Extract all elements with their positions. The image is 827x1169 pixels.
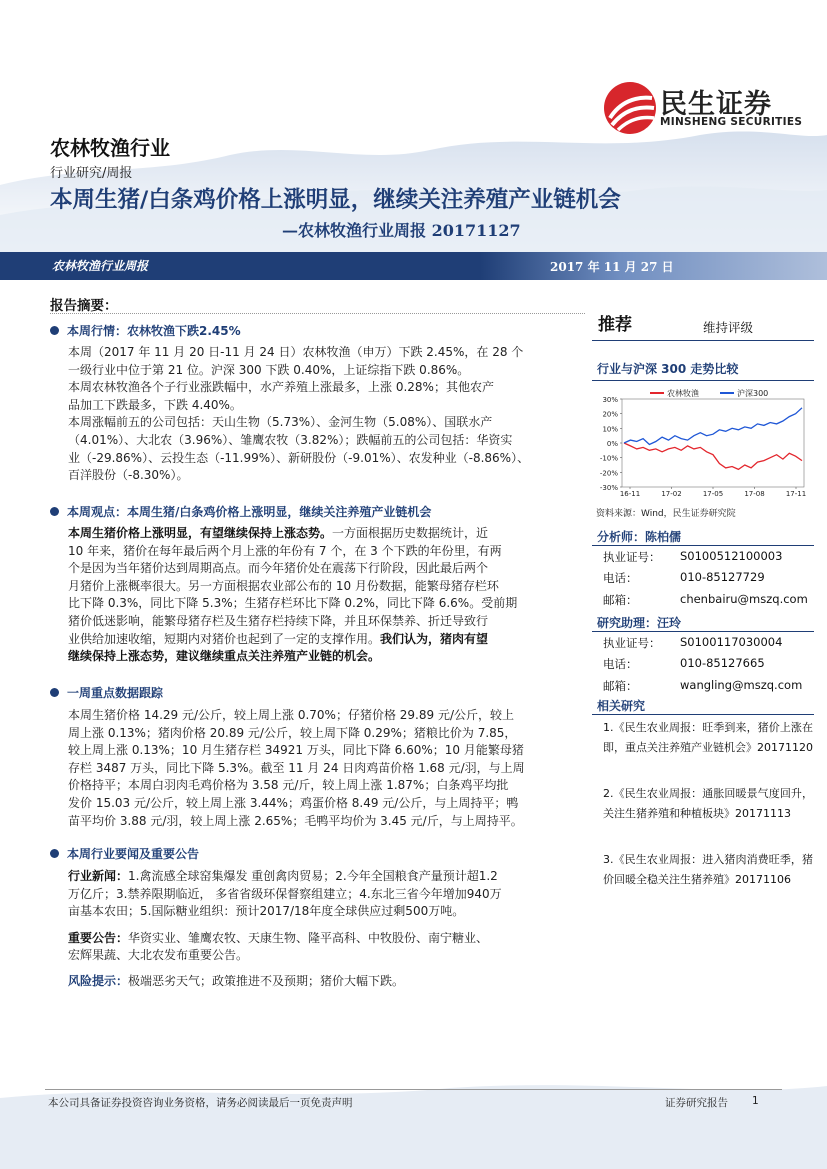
x-tick-label: 16-11 (619, 490, 641, 498)
text-line (68, 648, 583, 666)
risk-text: 极端恶劣天气；政策推进不及预期；猪价大幅下跌。 (128, 973, 405, 988)
report-title: 本周生猪/白条鸡价格上涨明显，继续关注养殖产业链机会 (50, 187, 621, 213)
related-divider (592, 714, 814, 715)
section-view-body (68, 525, 583, 666)
text-line: 亩基本农田；5.国际糖业组织：预计2017/18年度全球供应过剩500万吨。 (68, 904, 465, 919)
assistant-heading: 研究助理：汪玲 (597, 616, 682, 630)
risk-label: 风险提示： (68, 973, 129, 988)
rating: 维持评级 (703, 320, 754, 335)
text-line (68, 525, 583, 543)
y-tick-label: 20% (602, 410, 618, 419)
view-conclusion-bold-2: 继续保持上涨态势，建议继续重点关注养殖产业链的机会。 (68, 649, 381, 664)
y-tick-label: 0% (606, 440, 618, 448)
assistant-email-label: 邮箱： (603, 679, 638, 693)
industry-name: 农林牧渔行业 (50, 136, 170, 160)
text-line: 猪价低迷影响，能繁母猪存栏及生猪存栏持续下降，并且环保禁养、折迁导致行 (68, 613, 489, 628)
bullet-icon (50, 326, 59, 335)
x-tick-label: 17-02 (661, 490, 682, 498)
analyst-phone-label: 电话： (603, 571, 638, 585)
footer-mountain-background (0, 1078, 827, 1169)
notice-label: 重要公告： (68, 930, 129, 945)
related-item[interactable]: 2.《民生农业周报：通胀回暖景气度回升，关注生猪养殖和种植板块》20171113 (603, 787, 813, 820)
text-line (68, 868, 583, 886)
chart-series (624, 408, 802, 470)
bullet-icon (50, 507, 59, 516)
text-line: 品加工下跌最多，下跌 4.40%。 (68, 397, 242, 412)
page-number: 1 (752, 1095, 759, 1107)
y-tick-label: -30% (599, 484, 618, 492)
news-line: 1.禽流感全球窑集爆发 重创禽肉贸易；2.今年全国粮食产量预计超1.2 (128, 869, 498, 883)
view-lead-rest: 一方面根据历史数据统计，近 (332, 526, 489, 540)
x-tick-label: 17-08 (744, 490, 765, 498)
text-line: 一级行业中位于第 21 位。沪深 300 下跌 0.40%，上证综指下跌 0.86%。 (68, 362, 470, 377)
text-line: 宏辉果蔬、大北农发布重要公告。 (68, 948, 249, 963)
assistant-divider (592, 631, 814, 632)
text-line: 比下降 0.3%，同比下降 5.3%；生猪存栏环比下降 0.2%，同比下降 6.6%。受前期 (68, 596, 518, 611)
text-line: 发价 15.03 元/公斤，较上周上涨 3.44%；鸡蛋价格 8.49 元/公斤，与上周持平；鸭 (68, 795, 519, 810)
section-data-body (68, 707, 583, 830)
text-line: 月猪价上涨概率很大。另一方面根据农业部公布的 10 月份数据，能繁母猪存栏环 (68, 578, 499, 593)
text-line: 本周（2017 年 11 月 20 日-11 月 24 日）农林牧渔（申万）下跌 2.45%，在 28 个 (68, 345, 524, 359)
notice-line: 华资实业、雏鹰农牧、天康生物、隆平高科、中牧股份、南宁糖业、 (128, 930, 489, 945)
section-data-title: 一周重点数据跟踪 (67, 686, 164, 700)
report-subtitle: —农林牧渔行业周报 20171127 (282, 221, 521, 240)
assistant-id-label: 执业证号： (603, 636, 661, 650)
chart-title-divider (592, 380, 814, 381)
related-item[interactable]: 1.《民生农业周报：旺季到来，猪价上涨在即，重点关注养殖产业链机会》20171120 (603, 721, 813, 754)
brand-name-cn: 民生证券 (660, 89, 772, 120)
series-line-1 (624, 408, 802, 445)
text-line: 周上涨 0.13%；猪肉价格 20.89 元/公斤，较上周下降 0.29%；猪粮比价为 7.85， (68, 725, 517, 740)
spacer (68, 965, 583, 973)
footer-doc-type: 证券研究报告 (665, 1097, 728, 1109)
y-tick-label: -10% (599, 454, 618, 463)
text-line: （4.01%）、大北农（3.96%）、雏鹰农牧（3.82%）；跌幅前五的公司包括：华资实 (68, 432, 513, 447)
text-line: 较上周上涨 0.13%；10 月生猪存栏 34921 万头，同比下降 6.60%；10 月能繁母猪 (68, 743, 524, 758)
y-tick-label: 10% (602, 425, 618, 434)
assistant-email[interactable]: wangling@mszq.com (680, 678, 803, 692)
x-tick-label: 17-11 (785, 490, 807, 498)
footer-divider (45, 1089, 782, 1090)
section-market-heading (50, 322, 241, 339)
legend-label-0: 农林牧渔 (667, 389, 699, 398)
chart-frame (622, 399, 804, 487)
section-view-heading (50, 503, 431, 520)
analyst-id: S0100512100003 (680, 549, 783, 563)
footer-disclaimer: 本公司具备证券投资咨询业务资格，请务必阅读最后一页免责声明 (48, 1097, 353, 1109)
analyst-heading: 分析师：陈柏儒 (597, 530, 682, 544)
analyst-id-label: 执业证号： (603, 550, 661, 564)
bullet-icon (50, 849, 59, 858)
legend-label-1: 沪深300 (737, 389, 769, 398)
assistant-id: S0100117030004 (680, 635, 783, 649)
y-tick-label: -20% (599, 469, 618, 478)
text-line: 万亿斤；3.禁养限期临近， 多省省级环保督察组建立；4.东北三省今年增加940万 (68, 886, 502, 901)
related-heading: 相关研究 (597, 699, 646, 713)
text-line (68, 631, 583, 649)
text-line: 存栏 3487 万头，同比下降 5.3%。截至 11 月 24 日肉鸡苗价格 1.68 元/羽，与上周 (68, 760, 525, 775)
section-news-title: 本周行业要闻及重要公告 (67, 847, 200, 861)
related-item[interactable]: 3.《民生农业周报：进入猪肉消费旺季，猪价回暖全稳关注生猪养殖》20171106 (603, 853, 813, 886)
performance-chart (592, 385, 814, 505)
analyst-phone: 010-85127729 (680, 570, 765, 584)
chart-axes (600, 396, 806, 498)
report-date: 2017 年 11 月 27 日 (550, 260, 674, 274)
recommendation: 推荐 (598, 315, 632, 335)
report-type: 行业研究/周报 (50, 166, 133, 181)
analyst-divider (592, 545, 814, 546)
text-line (68, 930, 583, 948)
series-line-0 (624, 443, 802, 469)
spacer (68, 921, 583, 930)
text-line: 10 年来，猪价在每年最后两个月上涨的年份有 7 个，在 3 个下跌的年份里，有两 (68, 543, 502, 558)
chart-title: 行业与沪深 300 走势比较 (597, 362, 739, 376)
text-line: 苗平均价 3.88 元/羽，较上周上涨 2.65%；毛鸭平均价为 3.45 元/斤，与上周持平。 (68, 813, 523, 828)
y-tick-label: 30% (602, 396, 618, 404)
x-tick-label: 17-05 (702, 490, 724, 498)
header-bar-label: 农林牧渔行业周报 (52, 259, 149, 273)
section-data-heading (50, 684, 163, 701)
view-lead-bold: 本周生猪价格上涨明显，有望继续保持上涨态势。 (68, 526, 333, 540)
analyst-email-label: 邮箱： (603, 593, 638, 607)
summary-heading: 报告摘要： (50, 298, 118, 314)
assistant-phone: 010-85127665 (680, 656, 765, 670)
text-line: 个是因为当年猪价达到周期高点。而今年猪价处在震荡下行阶段，因此最后两个 (68, 561, 489, 576)
summary-divider (50, 313, 585, 314)
view-line: 业供给加速收缩，短期内对猪价也起到了一定的支撑作用。 (68, 631, 381, 646)
text-line: 价格持平；本周白羽肉毛鸡价格为 3.58 元/斤，较上周上涨 1.87%；白条鸡平均批 (68, 778, 509, 793)
text-line: 本周农林牧渔各个子行业涨跌幅中，水产养殖上涨最多，上涨 0.28%；其他农产 (68, 380, 494, 395)
section-news-body (68, 868, 583, 991)
view-conclusion-bold: 我们认为，猪肉有望 (380, 631, 489, 646)
section-view-title: 本周观点：本周生猪/白条鸡价格上涨明显，继续关注养殖产业链机会 (67, 505, 432, 519)
assistant-phone-label: 电话： (603, 657, 638, 671)
text-line: 本周涨幅前五的公司包括：天山生物（5.73%）、金河生物（5.08%）、国联水产 (68, 415, 493, 430)
rec-divider (592, 340, 814, 341)
section-news-heading (50, 845, 199, 862)
text-line: 业（-29.86%）、云投生态（-11.99%）、新研股份（-9.01%）、农发种业（-8.86%）、 (68, 450, 530, 465)
text-line: 本周生猪价格 14.29 元/公斤，较上周上涨 0.70%；仔猪价格 29.89 元/公斤，较上 (68, 708, 514, 722)
text-line: 百洋股份（-8.30%）。 (68, 468, 189, 483)
analyst-email[interactable]: chenbairu@mszq.com (680, 592, 808, 606)
bullet-icon (50, 688, 59, 697)
text-line (68, 973, 583, 991)
section-market-title: 本周行情：农林牧渔下跌2.45% (67, 324, 241, 338)
news-label: 行业新闻： (68, 869, 129, 883)
brand-name-en: MINSHENG SECURITIES (660, 116, 803, 128)
section-market-body (68, 344, 583, 485)
chart-legend (650, 388, 768, 398)
chart-source: 资料来源：Wind，民生证券研究院 (596, 509, 736, 519)
